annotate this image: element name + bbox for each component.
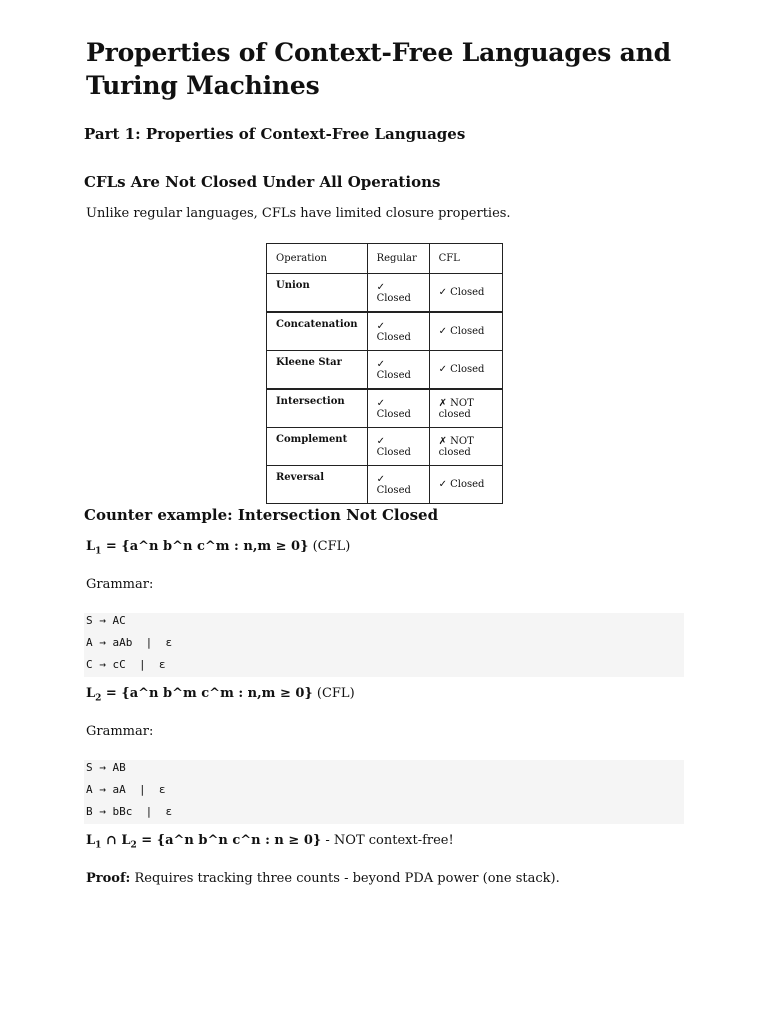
l2-note: (CFL) <box>312 686 355 701</box>
table-cell-cfl: ✓ Closed <box>429 351 502 390</box>
table-row <box>267 274 503 313</box>
l2-definition <box>86 686 355 704</box>
grammar-rule: C → cC | ε <box>86 658 166 671</box>
table-cell-operation: Concatenation <box>267 312 368 351</box>
intersection-statement <box>86 833 454 851</box>
table-cell-cfl: ✗ NOT closed <box>429 389 502 428</box>
l2-formula: $L_2$ = {a^n b^m c^m : n,m ≥ 0} <box>86 686 313 704</box>
intersection-formula: $L_1$ ∩ $L_2$ = {a^n b^n c^n : n ≥ 0} <box>86 833 322 851</box>
table-row <box>267 428 503 466</box>
table-header-cell: CFL <box>429 244 502 274</box>
grammar-code-block <box>84 613 684 677</box>
table-row <box>267 312 503 351</box>
table-header-cell: Operation <box>267 244 368 274</box>
proof-text: Requires tracking three counts - beyond PDA power (one stack). <box>130 871 560 886</box>
grammar-rule: S → AC <box>86 614 126 627</box>
grammar-rule: A → aAb | ε <box>86 636 173 649</box>
grammar-rule: S → AB <box>86 761 126 774</box>
table-cell-cfl: ✓ Closed <box>429 312 502 351</box>
table-row <box>267 351 503 390</box>
l1-definition <box>86 539 350 557</box>
grammar-code-block <box>84 760 684 824</box>
table-header-cell: Regular <box>367 244 429 274</box>
table-cell-regular: ✓ Closed <box>367 428 429 466</box>
table-cell-regular: ✓ Closed <box>367 351 429 390</box>
table-cell-cfl: ✓ Closed <box>429 466 502 504</box>
part1-heading: Part 1: Properties of Context-Free Languages <box>84 125 466 143</box>
proof-label: Proof: <box>86 871 131 886</box>
table-cell-cfl: ✗ NOT closed <box>429 428 502 466</box>
table-header-row <box>267 244 503 274</box>
table-cell-operation: Union <box>267 274 368 313</box>
grammar-label: Grammar: <box>86 724 154 739</box>
table-cell-operation: Kleene Star <box>267 351 368 390</box>
table-cell-operation: Reversal <box>267 466 368 504</box>
table-cell-regular: ✓ Closed <box>367 274 429 313</box>
grammar-rule: B → bBc | ε <box>86 805 173 818</box>
table-cell-regular: ✓ Closed <box>367 466 429 504</box>
l1-formula: $L_1$ = {a^n b^n c^m : n,m ≥ 0} <box>86 539 309 557</box>
table-cell-cfl: ✓ Closed <box>429 274 502 313</box>
table-row <box>267 466 503 504</box>
table-cell-regular: ✓ Closed <box>367 389 429 428</box>
page-title: Properties of Context-Free Languages and Turing Machines <box>86 38 671 100</box>
intersection-note: - NOT context-free! <box>321 833 454 848</box>
proof-paragraph <box>86 871 560 886</box>
closure-properties-table <box>266 243 503 504</box>
table-cell-operation: Complement <box>267 428 368 466</box>
table-cell-regular: ✓ Closed <box>367 312 429 351</box>
section-heading-counterexample: Counter example: Intersection Not Closed <box>84 506 439 524</box>
intro-text: Unlike regular languages, CFLs have limited closure properties. <box>86 206 511 221</box>
table-row <box>267 389 503 428</box>
l1-note: (CFL) <box>308 539 351 554</box>
table-cell-operation: Intersection <box>267 389 368 428</box>
grammar-label: Grammar: <box>86 577 154 592</box>
grammar-rule: A → aA | ε <box>86 783 166 796</box>
section-heading-closure: CFLs Are Not Closed Under All Operations <box>84 173 441 191</box>
